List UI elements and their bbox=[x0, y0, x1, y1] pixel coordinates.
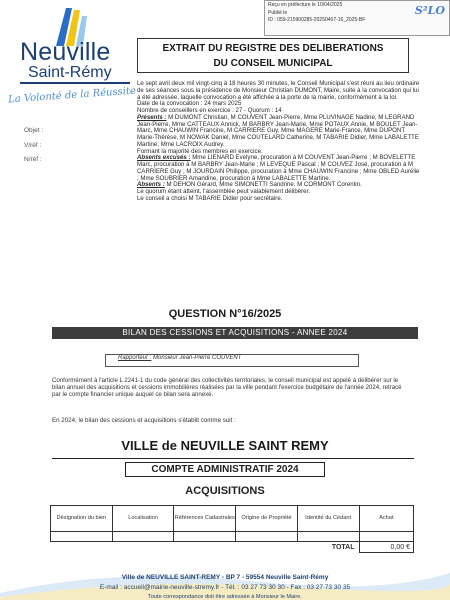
presents-paragraph bbox=[137, 115, 421, 149]
quorum-reached-line: Le quorum étant atteint, l'assemblée peut valablement délibérer. bbox=[137, 188, 310, 195]
logo-subtitle: Saint-Rémy bbox=[28, 64, 112, 81]
table-cell bbox=[51, 532, 113, 542]
rapporteur-line bbox=[118, 355, 241, 361]
table-cell bbox=[112, 532, 174, 542]
table-header-row bbox=[51, 506, 414, 532]
city-heading: VILLE de NEUVILLE SAINT REMY bbox=[121, 438, 329, 453]
city-heading-rule bbox=[52, 458, 414, 459]
acquisitions-heading: ACQUISITIONS bbox=[185, 485, 265, 497]
footer-correspondence-note: Toute correspondance doit être adressée à Monsieur le Maire. bbox=[148, 594, 302, 600]
table-cell bbox=[359, 532, 413, 542]
stamp-line-published: Publié le bbox=[268, 9, 288, 16]
absents-list: M DEHON Gérard, Mme SIMONETTI Sandrine, M CORMONT Corentin. bbox=[164, 181, 362, 189]
acquisitions-table bbox=[50, 505, 414, 553]
stamp-signature-logo: S²LO bbox=[414, 4, 445, 17]
rapporteur-label: Rapporteur : bbox=[118, 355, 152, 361]
column-header: Achat bbox=[359, 506, 413, 532]
column-header: Désignation du bien bbox=[51, 506, 113, 532]
secretary-line: Le conseil a choisi M TABARIE Didier pour secrétaire. bbox=[137, 194, 283, 202]
logo-divider bbox=[20, 82, 130, 84]
logo-title: Neuville bbox=[20, 38, 111, 66]
rapporteur-name: Monsieur Jean-Pierre COUVENT bbox=[151, 355, 242, 361]
administrative-account-box: COMPTE ADMINISTRATIF 2024 bbox=[125, 462, 325, 477]
column-header: Références Cadastrales bbox=[174, 506, 236, 532]
deliberation-body bbox=[137, 81, 421, 203]
logo-slogan: La Volonté de la Réussite bbox=[7, 85, 137, 106]
total-value: 0,00 € bbox=[359, 542, 413, 553]
stamp-line-received: Reçu en préfecture le 10/04/2025 bbox=[268, 2, 343, 8]
header-line-1: EXTRAIT DU REGISTRE DES DELIBERATIONS bbox=[162, 43, 384, 54]
table-row bbox=[51, 532, 414, 542]
excused-list: Mme LIENARD Evelyne, procuration à M COUVENT Jean-Pierre ; M BOVELETTE Marc, procuration à M BARBRY Jean-Marie ; M LEVEQUE Pascal ; M COUVEZ José, procuration à M CARRIERE Guy ; M JOURDAIN Philippe, procuration à Mme CHAUWIN Francine ; Mme OBLED Aurélie ; Mme SOUBRIER Amandine, procuration à Mme LABALETTE Martine. bbox=[137, 154, 420, 182]
column-header: Identité du Cédant bbox=[297, 506, 359, 532]
label-objet: Objet : bbox=[24, 127, 44, 134]
table-total-row bbox=[51, 542, 414, 553]
opening-paragraph: Le sept avril deux mil vingt-cinq à 18 heures 30 minutes, le Conseil Municipal s'est réuni au lieu ordinaire de ses séances sous la présidence de Monsieur Christian DUMONT, Maire, suite à la convocation qui lui a été adressée, laquelle convocation a été affichée à la porte de la mairie, conformément à la loi. bbox=[137, 80, 420, 101]
excused-paragraph bbox=[137, 155, 421, 182]
presents-label: Présents : bbox=[137, 113, 167, 121]
stamp-line-id: ID : 059-215900285-20250407-16_2025-BF bbox=[268, 17, 366, 23]
absents-label: Absents : bbox=[137, 181, 165, 189]
footer-address: Ville de NEUVILLE SAINT-REMY - BP 7 - 59554 Neuville Saint-Rémy bbox=[121, 574, 329, 581]
column-header: Localisation bbox=[112, 506, 174, 532]
table-cell bbox=[236, 532, 298, 542]
label-v-ref: V/réf : bbox=[24, 142, 42, 149]
column-header: Origine de Propriété bbox=[236, 506, 298, 532]
presents-list: M DUMONT Christian, M COUVENT Jean-Pierre, Mme PLUVINAGE Nadine, M LEGRAND Jean-Pierre, Mme CATTEAUX Annick, M BARBRY Jean-Marie, Mme POTAUX Annie, M BOULET Jean-Marc, Mme CHAUWIN Francine, M CARRIERE Guy, Mme MAGERE Marie-France, Mme DUPONT Marie-Thérèse, M NOWAK Daniel, Mme COUTELARD Catherine, M TABARIE Didier, Mme LABALETTE Martine, Mme LACROIX Audrey. bbox=[137, 113, 419, 148]
document-header bbox=[137, 38, 409, 73]
total-label: TOTAL bbox=[331, 543, 355, 551]
table-cell bbox=[297, 532, 359, 542]
label-n-ref: N/réf : bbox=[24, 156, 42, 163]
convocation-date: Date de la convocation : 24 mars 2025 bbox=[137, 100, 242, 108]
quorum-line: Nombre de conseillers en exercice : 27 - Quorum : 14 bbox=[137, 107, 282, 114]
excused-label: Absents excusés : bbox=[137, 154, 191, 162]
question-number: QUESTION N°16/2025 bbox=[168, 308, 282, 320]
subject-banner: BILAN DES CESSIONS ET ACQUISITIONS - ANNEE 2024 bbox=[52, 327, 418, 339]
header-line-2: DU CONSEIL MUNICIPAL bbox=[213, 58, 333, 69]
prefecture-receipt-stamp bbox=[264, 0, 450, 36]
legal-intro-paragraph: Conformément à l'article L 2241-1 du code général des collectivités territoriales, le conseil municipal est appelé à délibérer sur le bilan annuel des acquisitions et cessions immobilières réalisées par la ville pendant l'exercice budgétaire de l'année 2024, retracé par le compte financier unique auquel ce bilan sera annexé. bbox=[52, 377, 402, 398]
summary-intro: En 2024, le bilan des cessions et acquisitions s'établit comme suit : bbox=[52, 417, 236, 424]
footer-contact: E-mail : accueil@mairie-neuville-stremy.fr - Tél. : 03 27 73 30 30 - Fax : 03 27 73 30 35 bbox=[99, 584, 351, 591]
table-cell bbox=[174, 532, 236, 542]
majority-line: Formant la majorité des membres en exercice. bbox=[137, 147, 263, 155]
